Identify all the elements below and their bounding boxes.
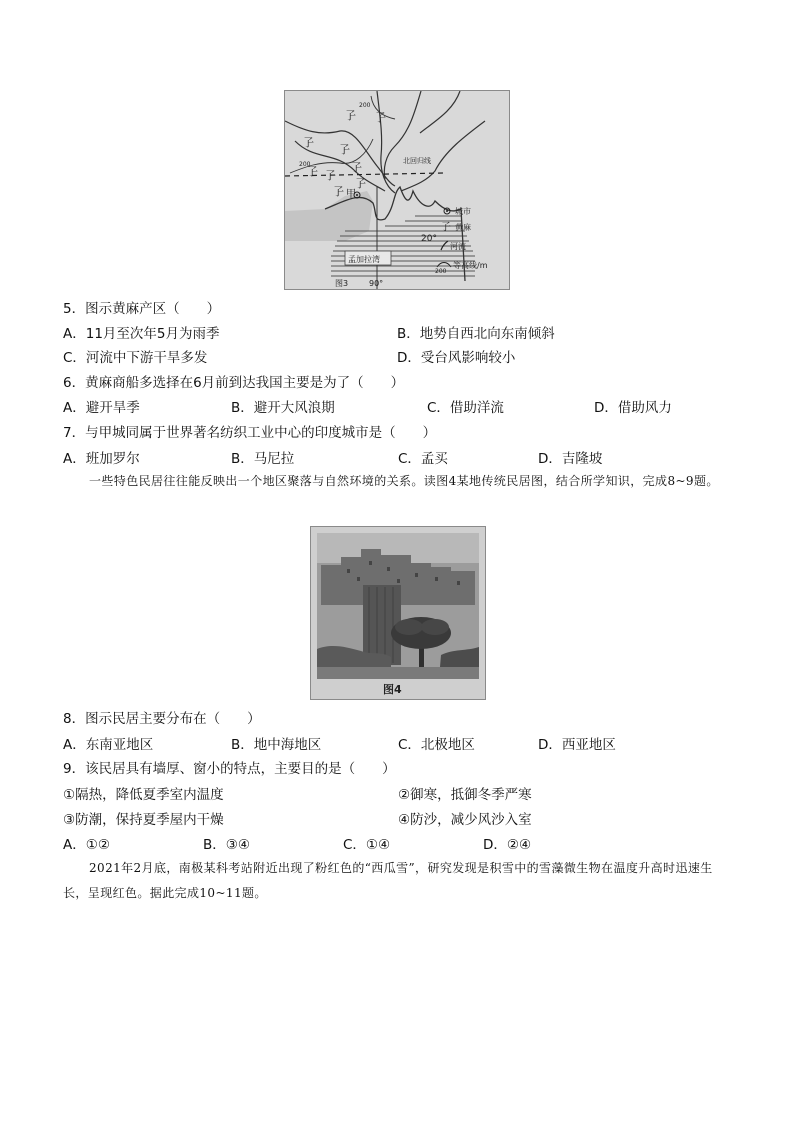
q9-statement-1: ①隔热，降低夏季室内温度 xyxy=(63,787,224,803)
svg-text:孒: 孒 xyxy=(375,111,386,124)
legend-contour: 等高线/m xyxy=(453,261,488,270)
q7-stem: 7．与甲城同属于世界著名纺织工业中心的印度城市是（ ） xyxy=(63,425,437,441)
q5-option-b[interactable]: B．地势自西北向东南倾斜 xyxy=(397,326,555,342)
legend-river: 河流 xyxy=(450,242,466,251)
q6-stem: 6．黄麻商船多选择在6月前到达我国主要是为了（ ） xyxy=(63,375,405,391)
map-svg xyxy=(285,91,509,289)
map-label-200-b: 200 xyxy=(359,102,371,109)
svg-text:孒: 孒 xyxy=(325,169,336,182)
map-label-bay: 孟加拉湾 xyxy=(348,255,380,264)
figure-4-photo xyxy=(310,526,486,700)
intro-8-9 xyxy=(63,469,731,494)
q9-statement-2: ②御寒，抵御冬季严寒 xyxy=(398,787,532,803)
q9-option-d[interactable]: D．②④ xyxy=(483,837,532,853)
svg-text:孒: 孒 xyxy=(355,177,366,190)
intro-8-9-text: 一些特色民居往往能反映出一个地区聚落与自然环境的关系。读图4某地传统民居图，结合所学知识，完成8~9题。 xyxy=(89,474,719,488)
q8-stem: 8．图示民居主要分布在（ ） xyxy=(63,711,261,727)
map-caption: 图3 xyxy=(335,279,349,288)
q5-stem: 5．图示黄麻产区（ ） xyxy=(63,301,221,317)
q5-option-d[interactable]: D．受台风影响较小 xyxy=(397,350,516,366)
legend-city: 城市 xyxy=(455,207,471,216)
q8-option-b[interactable]: B．地中海地区 xyxy=(231,737,322,753)
map-label-jia: 甲 xyxy=(346,189,356,200)
q5-option-c[interactable]: C．河流中下游干旱多发 xyxy=(63,350,208,366)
q9-option-c[interactable]: C．①④ xyxy=(343,837,391,853)
svg-text:孒: 孒 xyxy=(307,165,318,178)
photo-caption: 图4 xyxy=(383,683,402,696)
map-label-lat20: 20° xyxy=(421,234,437,244)
q6-option-c[interactable]: C．借助洋流 xyxy=(427,400,504,416)
photo-svg xyxy=(311,527,485,699)
map-label-200-a: 200 xyxy=(299,161,311,168)
figure-3-map xyxy=(284,90,510,290)
q7-option-a[interactable]: A．班加罗尔 xyxy=(63,451,140,467)
map-label-lon90: 90° xyxy=(369,279,384,288)
q5-option-a[interactable]: A．11月至次年5月为雨季 xyxy=(63,326,220,342)
q9-option-a[interactable]: A．①② xyxy=(63,837,110,853)
svg-text:孒: 孒 xyxy=(351,161,362,174)
q8-option-c[interactable]: C．北极地区 xyxy=(398,737,475,753)
q8-option-d[interactable]: D．西亚地区 xyxy=(538,737,616,753)
legend-contour-value: 200 xyxy=(435,268,447,275)
intro-10-11-text: 2021年2月底，南极某科考站附近出现了粉红色的“西瓜雪”，研究发现是积雪中的雪藻微生物在温度升高时迅速生长，呈现红色。据此完成10~11题。 xyxy=(63,861,713,900)
q9-option-b[interactable]: B．③④ xyxy=(203,837,250,853)
q6-option-a[interactable]: A．避开旱季 xyxy=(63,400,140,416)
svg-text:孒: 孒 xyxy=(333,185,344,198)
svg-text:孒: 孒 xyxy=(345,109,356,122)
intro-10-11 xyxy=(63,856,731,906)
q9-statement-4: ④防沙，减少风沙入室 xyxy=(398,812,532,828)
svg-text:孒: 孒 xyxy=(441,222,451,233)
q8-option-a[interactable]: A．东南亚地区 xyxy=(63,737,154,753)
q6-option-d[interactable]: D．借助风力 xyxy=(594,400,672,416)
q7-option-b[interactable]: B．马尼拉 xyxy=(231,451,295,467)
q7-option-d[interactable]: D．吉隆坡 xyxy=(538,451,603,467)
q6-option-b[interactable]: B．避开大风浪期 xyxy=(231,400,335,416)
q7-option-c[interactable]: C．孟买 xyxy=(398,451,448,467)
legend-jute: 黄麻 xyxy=(455,223,471,232)
svg-text:孒: 孒 xyxy=(303,136,314,149)
svg-text:孒: 孒 xyxy=(339,143,350,156)
q9-statement-3: ③防潮，保持夏季屋内干燥 xyxy=(63,812,224,828)
map-label-tropic: 北回归线 xyxy=(403,157,431,165)
q9-stem: 9．该民居具有墙厚、窗小的特点，主要目的是（ ） xyxy=(63,761,396,777)
